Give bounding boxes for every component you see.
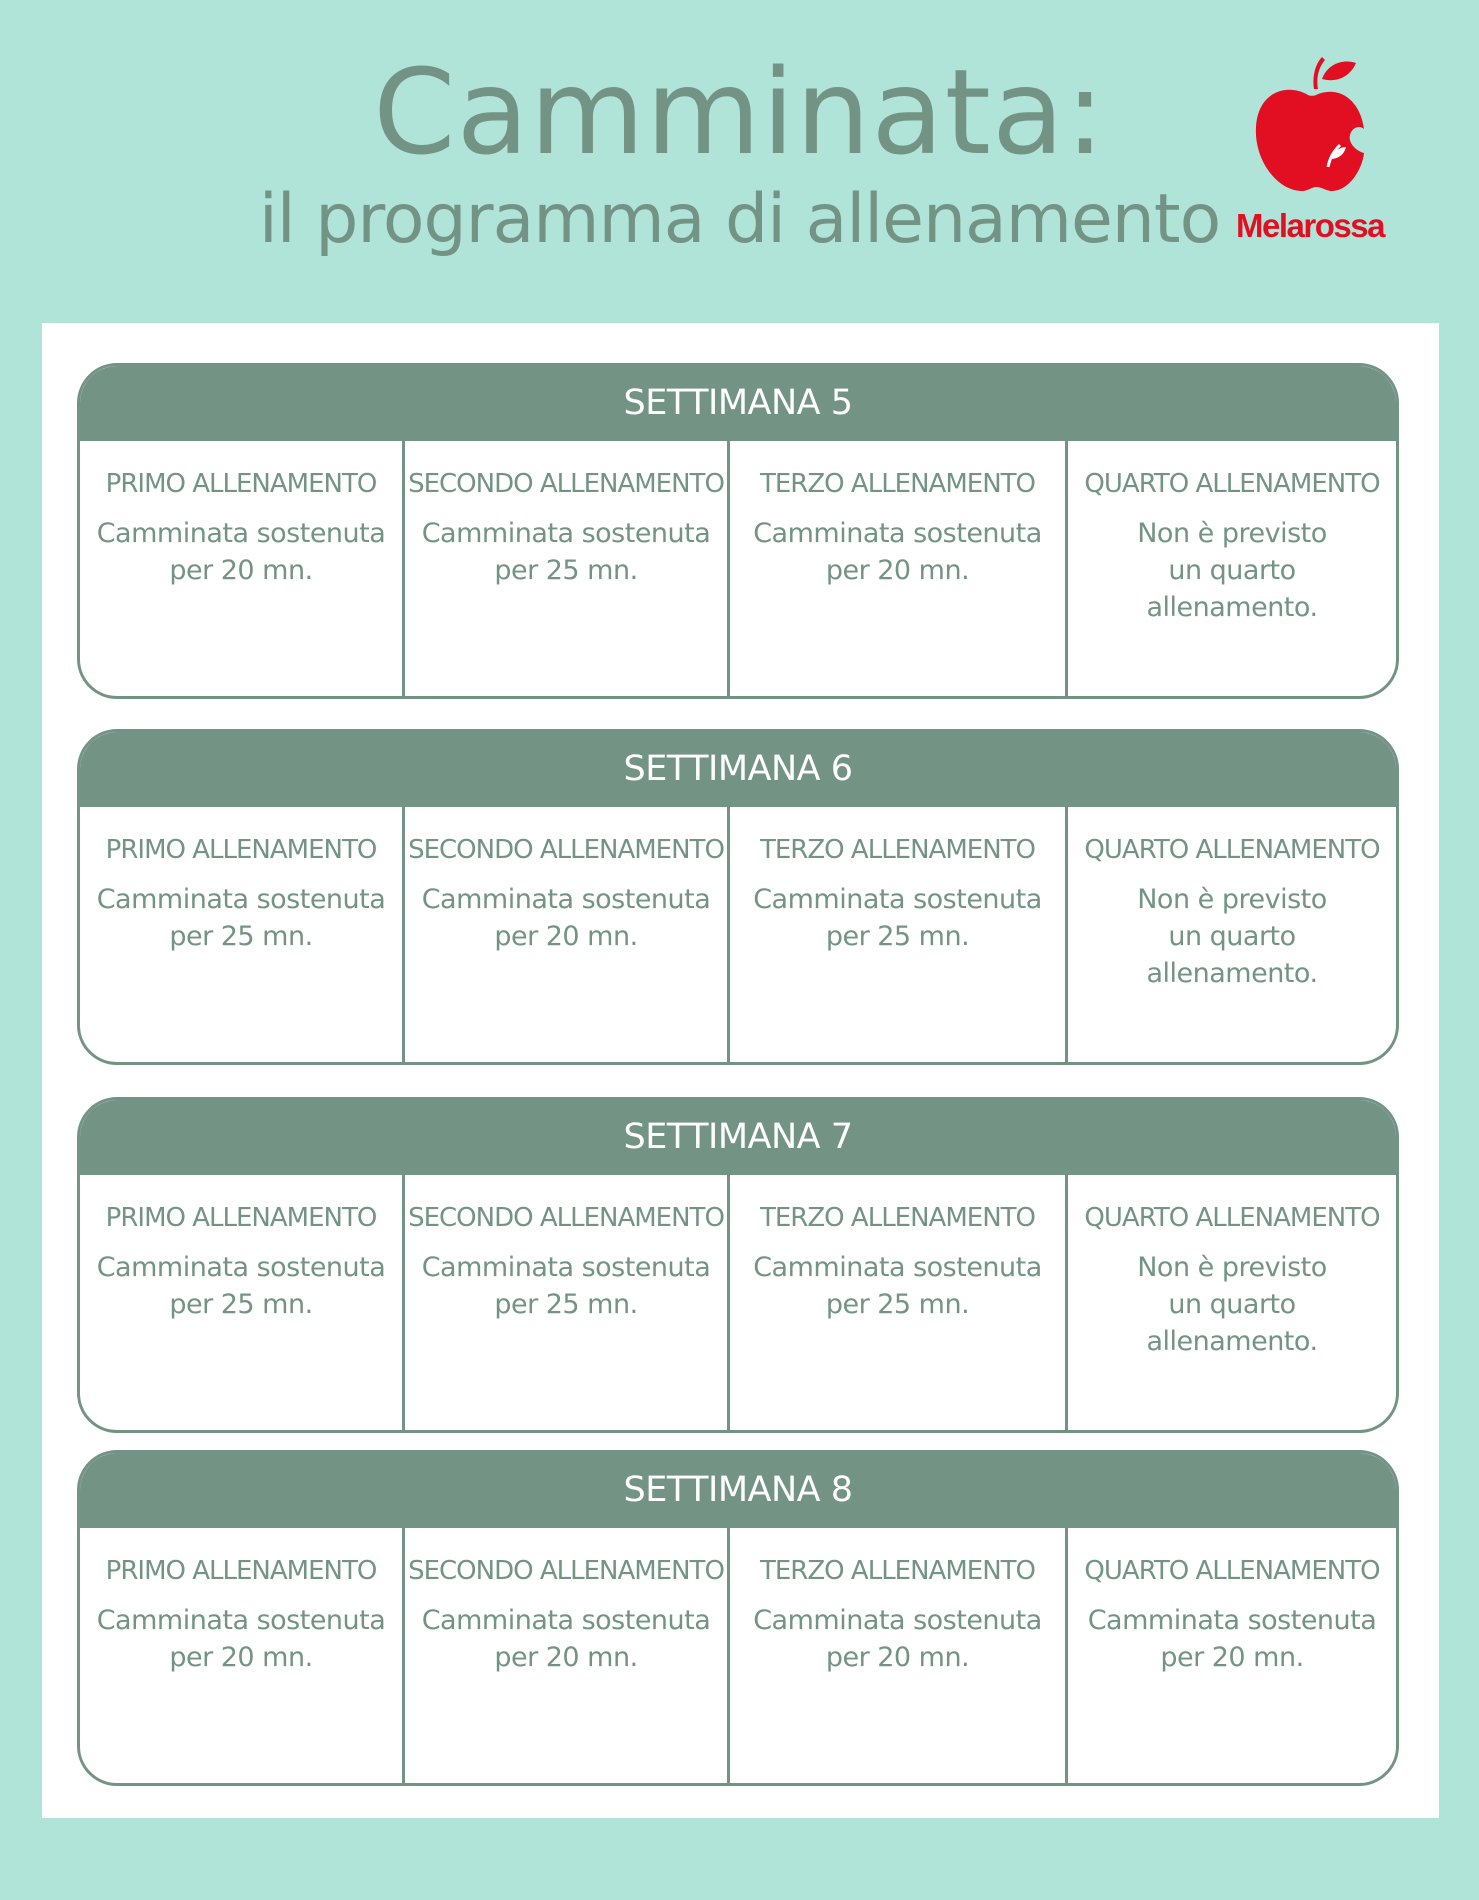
workout-description: Non è previsto un quarto allenamento. [1137,518,1327,623]
workout-description: Camminata sostenuta per 20 mn. [753,518,1042,586]
workout-heading: QUARTO ALLENAMENTO [1084,1203,1380,1233]
workout-description: Camminata sostenuta per 25 mn. [753,1252,1042,1320]
workout-description: Non è previsto un quarto allenamento. [1137,884,1327,989]
workout-description: Camminata sostenuta per 20 mn. [421,884,711,952]
workout-heading: SECONDO ALLENAMENTO [408,469,724,499]
week-title: SETTIMANA 6 [80,732,1396,807]
brand-name: Melarossa [1236,207,1384,244]
workout-column [405,807,730,1062]
workout-heading: QUARTO ALLENAMENTO [1084,835,1380,865]
week-block-6 [77,729,1399,1065]
workout-heading: PRIMO ALLENAMENTO [105,835,377,865]
week-title: SETTIMANA 5 [80,366,1396,441]
workout-description: Camminata sostenuta per 20 mn. [96,1605,386,1673]
workout-heading: QUARTO ALLENAMENTO [1084,1556,1380,1586]
workout-column [80,807,405,1062]
workout-column [1068,1528,1396,1783]
workout-heading: TERZO ALLENAMENTO [760,469,1035,499]
workout-heading: PRIMO ALLENAMENTO [105,469,377,499]
workout-heading: SECONDO ALLENAMENTO [408,1556,724,1586]
workout-description: Camminata sostenuta per 25 mn. [96,1252,386,1320]
workout-column [80,1528,405,1783]
workout-column [80,441,405,696]
workout-heading: PRIMO ALLENAMENTO [105,1556,377,1586]
workout-column [405,441,730,696]
workout-description: Camminata sostenuta per 20 mn. [753,1605,1042,1673]
week-block-5 [77,363,1399,699]
workout-description: Camminata sostenuta per 20 mn. [421,1605,711,1673]
brand-logo [1220,55,1400,255]
workout-column [1068,1175,1396,1430]
page-subtitle: il programma di allenamento [258,180,1221,259]
workout-column [405,1175,730,1430]
workout-column [1068,441,1396,696]
workout-column [80,1175,405,1430]
workout-description: Camminata sostenuta per 25 mn. [421,518,711,586]
workout-heading: SECONDO ALLENAMENTO [408,835,724,865]
apple-icon [1252,55,1368,195]
workout-column [405,1528,730,1783]
week-block-8 [77,1450,1399,1786]
workout-description: Camminata sostenuta per 25 mn. [96,884,386,952]
workout-heading: QUARTO ALLENAMENTO [1084,469,1380,499]
workout-heading: PRIMO ALLENAMENTO [105,1203,377,1233]
page-title: Camminata: [373,43,1106,181]
workout-column [730,1528,1068,1783]
workout-column [730,1175,1068,1430]
workout-heading: TERZO ALLENAMENTO [760,835,1035,865]
workout-heading: TERZO ALLENAMENTO [760,1556,1035,1586]
week-title: SETTIMANA 7 [80,1100,1396,1175]
workout-column [730,807,1068,1062]
week-title: SETTIMANA 8 [80,1453,1396,1528]
week-block-7 [77,1097,1399,1433]
workout-description: Camminata sostenuta per 20 mn. [96,518,386,586]
workout-heading: TERZO ALLENAMENTO [760,1203,1035,1233]
workout-column [730,441,1068,696]
workout-heading: SECONDO ALLENAMENTO [408,1203,724,1233]
workout-description: Camminata sostenuta per 25 mn. [753,884,1042,952]
workout-description: Camminata sostenuta per 25 mn. [421,1252,711,1320]
workout-column [1068,807,1396,1062]
workout-description: Non è previsto un quarto allenamento. [1137,1252,1327,1357]
workout-description: Camminata sostenuta per 20 mn. [1087,1605,1377,1673]
